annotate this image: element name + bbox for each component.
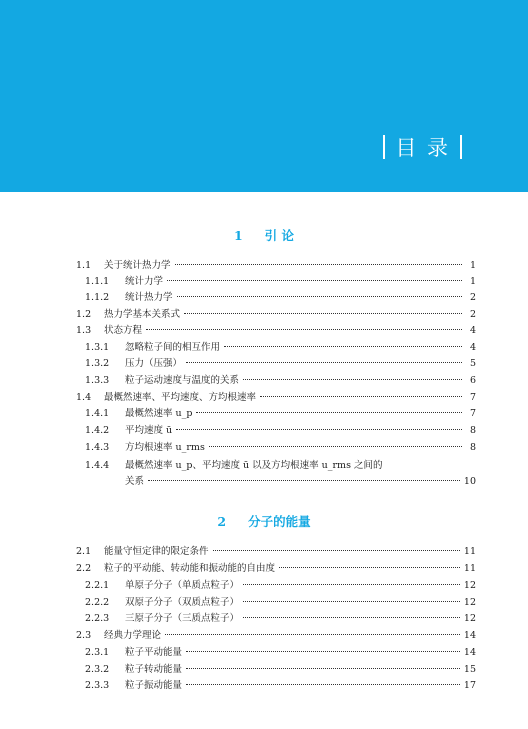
- header-band: [0, 0, 528, 192]
- dot-leader: [167, 280, 462, 281]
- toc-entry[interactable]: [85, 597, 476, 609]
- entry-title: 方均根速率 u_rms: [125, 442, 205, 453]
- entry-title: 统计力学: [125, 276, 164, 287]
- toc-title: 目 录: [395, 136, 450, 160]
- entry-page: 17: [463, 680, 476, 691]
- dot-leader: [148, 480, 460, 481]
- chapter-title: 分子的能量: [248, 514, 311, 529]
- entry-title: 平均速度 ū: [125, 425, 173, 436]
- entry-title: 经典力学理论: [104, 630, 162, 641]
- toc-entry[interactable]: [76, 392, 476, 404]
- dot-leader: [186, 651, 460, 652]
- entry-number: 1.2: [76, 309, 92, 320]
- dot-leader: [196, 412, 462, 413]
- dot-leader: [243, 379, 462, 380]
- entry-number: 1.4.1: [85, 408, 110, 419]
- entry-number: 2.3.1: [85, 647, 110, 658]
- entry-title: 统计热力学: [125, 292, 173, 303]
- entry-title: 热力学基本关系式: [104, 309, 181, 320]
- entry-title: 单原子分子（单质点粒子）: [125, 580, 240, 591]
- toc-entry[interactable]: [85, 292, 476, 304]
- entry-page: 1: [469, 276, 476, 287]
- entry-number: 1.1.2: [85, 292, 110, 303]
- dot-leader: [186, 684, 460, 685]
- dot-leader: [177, 296, 462, 297]
- entry-number: 2.2: [76, 563, 92, 574]
- toc-entry[interactable]: [85, 375, 476, 387]
- entry-title: 状态方程: [104, 325, 143, 336]
- toc-entry-continuation[interactable]: [125, 476, 476, 488]
- dot-leader: [224, 346, 462, 347]
- entry-number: 2.3.3: [85, 680, 110, 691]
- entry-number: 1.3: [76, 325, 92, 336]
- entry-page: 12: [463, 597, 476, 608]
- chapter-heading: [0, 226, 528, 244]
- entry-page: 11: [463, 546, 476, 557]
- title-bar-left: [383, 135, 385, 159]
- entry-number: 1.3.1: [85, 342, 110, 353]
- toc-entry[interactable]: [85, 613, 476, 625]
- entry-page: 7: [469, 392, 476, 403]
- toc-entry[interactable]: [85, 680, 476, 692]
- entry-page: 7: [469, 408, 476, 419]
- entry-title: 粒子转动能量: [125, 664, 183, 675]
- entry-number: 1.1.1: [85, 276, 110, 287]
- entry-number: 2.3: [76, 630, 92, 641]
- toc-entry[interactable]: [85, 276, 476, 288]
- dot-leader: [186, 362, 462, 363]
- entry-number: 2.1: [76, 546, 92, 557]
- entry-title: 关于统计热力学: [104, 260, 171, 271]
- entry-title: 最概然速率 u_p、平均速度 ū 以及方均根速率 u_rms 之间的: [125, 460, 383, 471]
- entry-title: 最概然速率 u_p: [125, 408, 193, 419]
- entry-title: 粒子平动能量: [125, 647, 183, 658]
- toc-entry[interactable]: [85, 664, 476, 676]
- entry-title: 双原子分子（双质点粒子）: [125, 597, 240, 608]
- toc-entry[interactable]: [85, 425, 476, 437]
- chapter-title: 引 论: [264, 228, 295, 243]
- entry-title: 能量守恒定律的限定条件: [104, 546, 209, 557]
- entry-page: 8: [469, 442, 476, 453]
- dot-leader: [243, 601, 460, 602]
- toc-entry[interactable]: [76, 325, 476, 337]
- entry-title: 三原子分子（三质点粒子）: [125, 613, 240, 624]
- entry-title: 最概然速率、平均速度、方均根速率: [104, 392, 257, 403]
- dot-leader: [176, 429, 462, 430]
- toc-entry[interactable]: [85, 580, 476, 592]
- entry-page: 12: [463, 613, 476, 624]
- entry-page: 4: [469, 325, 476, 336]
- entry-page: 2: [469, 292, 476, 303]
- chapter-heading: [0, 512, 528, 530]
- toc-entry[interactable]: [85, 358, 476, 370]
- entry-page: 2: [469, 309, 476, 320]
- dot-leader: [260, 396, 462, 397]
- dot-leader: [184, 313, 462, 314]
- toc-entry[interactable]: [85, 647, 476, 659]
- header-title: [373, 132, 472, 162]
- dot-leader: [186, 668, 460, 669]
- dot-leader: [213, 550, 460, 551]
- dot-leader: [243, 617, 460, 618]
- entry-number: 1.3.3: [85, 375, 110, 386]
- dot-leader: [165, 634, 460, 635]
- entry-page: 14: [463, 647, 476, 658]
- toc-entry[interactable]: [85, 460, 476, 472]
- entry-title: 关系: [125, 476, 145, 487]
- toc-entry[interactable]: [76, 309, 476, 321]
- entry-number: 1.4: [76, 392, 92, 403]
- entry-page: 6: [469, 375, 476, 386]
- entry-number: 1.4.3: [85, 442, 110, 453]
- entry-number: 1.1: [76, 260, 92, 271]
- entry-number: 1.4.4: [85, 460, 110, 471]
- toc-entry[interactable]: [76, 563, 476, 575]
- entry-page: 14: [463, 630, 476, 641]
- entry-title: 粒子的平动能、转动能和振动能的自由度: [104, 563, 276, 574]
- toc-entry[interactable]: [85, 342, 476, 354]
- toc-entry[interactable]: [85, 408, 476, 420]
- entry-page: 12: [463, 580, 476, 591]
- entry-title: 粒子运动速度与温度的关系: [125, 375, 240, 386]
- entry-page: 10: [463, 476, 476, 487]
- dot-leader: [243, 584, 460, 585]
- entry-title: 粒子振动能量: [125, 680, 183, 691]
- entry-page: 8: [469, 425, 476, 436]
- title-bar-right: [460, 135, 462, 159]
- toc-entry[interactable]: [76, 546, 476, 558]
- entry-title: 压力（压强）: [125, 358, 183, 369]
- entry-title: 忽略粒子间的相互作用: [125, 342, 221, 353]
- chapter-number: 1: [233, 228, 243, 243]
- entry-number: 2.3.2: [85, 664, 110, 675]
- entry-number: 2.2.1: [85, 580, 110, 591]
- entry-number: 2.2.3: [85, 613, 110, 624]
- entry-page: 5: [469, 358, 476, 369]
- entry-number: 1.4.2: [85, 425, 110, 436]
- entry-page: 11: [463, 563, 476, 574]
- toc-entry[interactable]: [85, 442, 476, 454]
- dot-leader: [209, 446, 462, 447]
- entry-page: 4: [469, 342, 476, 353]
- dot-leader: [146, 329, 462, 330]
- entry-number: 2.2.2: [85, 597, 110, 608]
- toc-entry[interactable]: [76, 260, 476, 272]
- dot-leader: [175, 264, 462, 265]
- chapter-number: 2: [217, 514, 227, 529]
- entry-number: 1.3.2: [85, 358, 110, 369]
- entry-page: 15: [463, 664, 476, 675]
- entry-page: 1: [469, 260, 476, 271]
- dot-leader: [279, 567, 460, 568]
- toc-entry[interactable]: [76, 630, 476, 642]
